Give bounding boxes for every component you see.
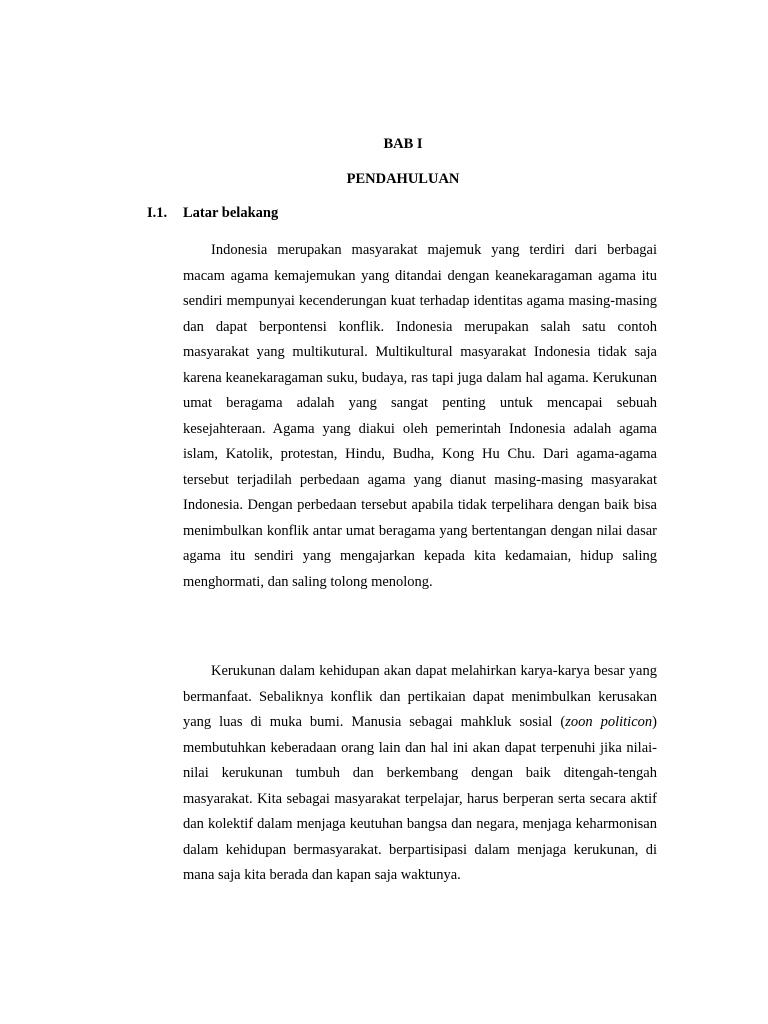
section-heading — [147, 205, 278, 222]
italic-term: zoon politicon — [565, 714, 653, 730]
chapter-number: BAB I — [383, 136, 423, 152]
paragraph-text: Kerukunan dalam kehidupan akan dapat melahirkan karya-karya besar yang bermanfaat. Sebaliknya konflik dan pertikaian dapat menimbulkan kerusakan yang luas di muka bumi. Manusia sebagai mahkluk sosial ( — [183, 663, 657, 730]
body-paragraph — [183, 659, 657, 889]
section-number: I.1. — [147, 205, 168, 221]
chapter-title: PENDAHULUAN — [346, 171, 460, 187]
section-title: Latar belakang — [183, 205, 279, 221]
paragraph-text: ) membutuhkan keberadaan orang lain dan hal ini akan dapat terpenuhi jika nilai-nilai kerukunan tumbuh dan berkembang dengan baik ditengah-tengah masyarakat. Kita sebagai masyarakat terpelajar, harus berperan serta secara aktif dan kolektif dalam menjaga keutuhan bangsa dan negara, menjaga keharmonisan dalam kehidupan bermasyarakat. berpartisipasi dalam menjaga kerukunan, di mana saja kita berada dan kapan saja waktunya. — [183, 714, 657, 883]
body-paragraph: Indonesia merupakan masyarakat majemuk yang terdiri dari berbagai macam agama kemajemukan yang ditandai dengan keanekaragaman agama itu sendiri mempunyai kecenderungan kuat terhadap identitas agama masing-masing dan dapat berpontensi konflik. Indonesia merupakan salah satu contoh masyarakat yang multikutural. Multikultural masyarakat Indonesia tidak saja karena keanekaragaman suku, budaya, ras tapi juga dalam hal agama. Kerukunan umat beragama adalah yang sangat penting untuk mencapai sebuah kesejahteraan. Agama yang diakui oleh pemerintah Indonesia adalah agama islam, Katolik, protestan, Hindu, Budha, Kong Hu Chu. Dari agama-agama tersebut terjadilah perbedaan agama yang dianut masing-masing masyarakat Indonesia. Dengan perbedaan tersebut apabila tidak terpelihara dengan baik bisa menimbulkan konflik antar umat beragama yang bertentangan dengan nilai dasar agama itu sendiri yang mengajarkan kepada kita kedamaian, hidup saling menghormati, dan saling tolong menolong. — [183, 242, 657, 590]
